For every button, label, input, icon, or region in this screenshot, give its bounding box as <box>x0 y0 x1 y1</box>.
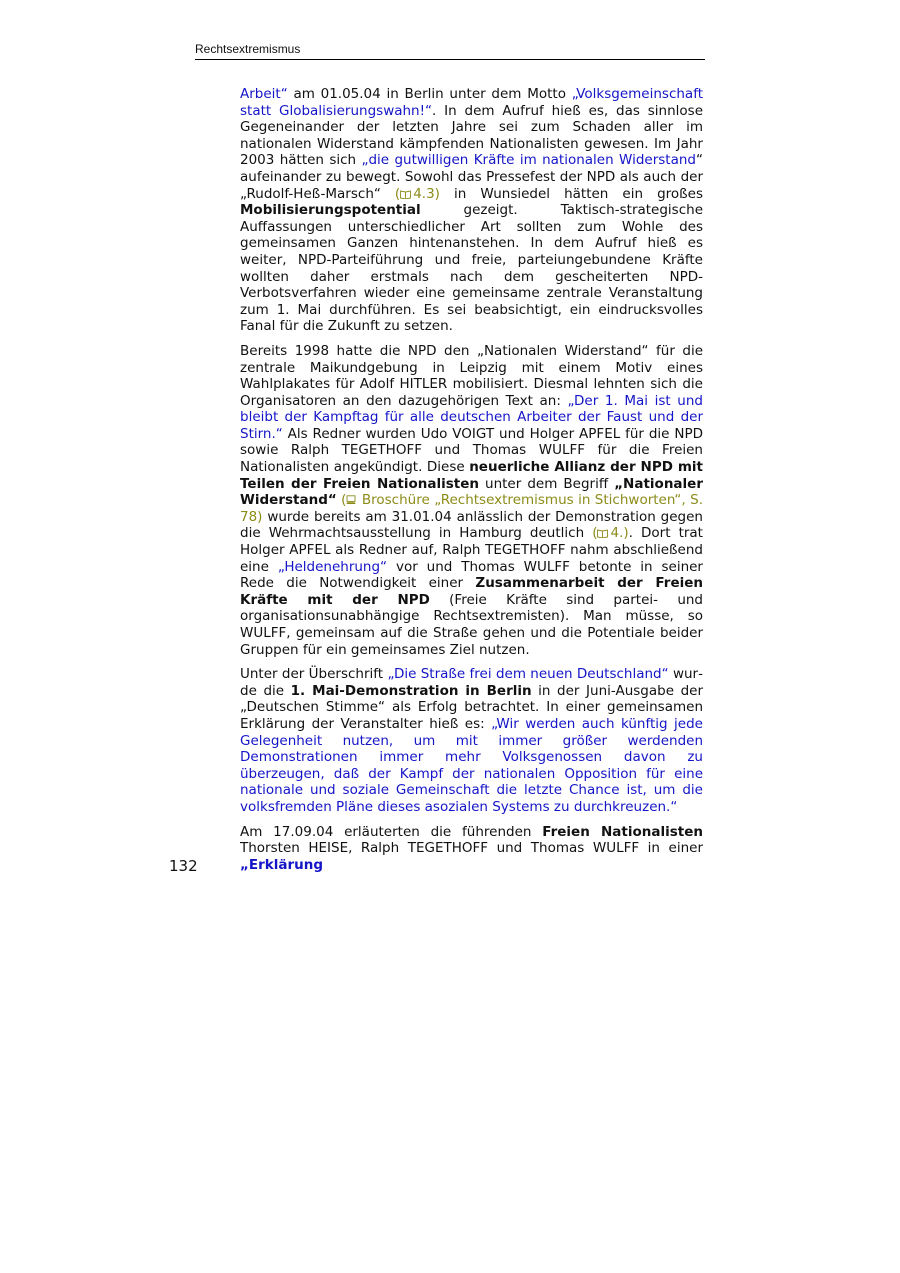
quote-text: „Wir werden auch künftig jede Gelegenheit nutzen, um mit immer größer werdenden Demonstrationen immer mehr Volksgenossen davon zu überzeugen, daß der Kampf der nationalen Opposition für eine nationale und soziale Gemeinschaft die letzte Chance ist, um die volksfremden Pläne dieses asozialen Systems zu durchkreuzen.“ <box>240 715 703 815</box>
body-text-run: Unter der Überschrift <box>240 666 388 683</box>
running-title: Rechtsextremismus <box>195 42 301 56</box>
paragraph-1 <box>240 86 703 335</box>
body-text-run: wurde die <box>240 666 703 699</box>
cross-reference-label: Broschüre „Rechtsextremismus in Stichworten“, S. 78) <box>240 492 703 525</box>
book-icon <box>597 529 608 538</box>
cross-reference: ( 4.) <box>592 525 629 542</box>
body-text-run: Thorsten HEISE, Ralph TEGETHOFF und Thomas WULFF in einer <box>240 840 703 857</box>
quote-text: „Der 1. Mai ist und bleibt der Kampftag für alle deutschen Arbeiter der Faust und der Stirn.“ <box>240 392 703 442</box>
body-text-run: . In dem Aufruf hieß es, das sinnlose Gegeneinander der letzten Jahre sei zum Schaden aller im nationalen Widerstand kämpfenden Nationalisten gewesen. Im Jahr 2003 hätten sich <box>240 102 703 169</box>
page-number: 132 <box>169 857 198 875</box>
body-text <box>240 86 703 881</box>
body-text-run: vor und Thomas WULFF betonte in seiner Rede die Notwendigkeit einer <box>240 558 703 592</box>
book-icon <box>400 190 411 199</box>
bold-term: Zusammenarbeit der Freien Kräfte mit der NPD <box>240 575 703 608</box>
body-text-run: Als Redner wurden Udo VOIGT und Holger APFEL für die NPD sowie Ralph TEGETHOFF und Thomas WULFF für die Freien Nationalisten angekündigt. Diese <box>240 425 703 476</box>
quote-text: „Heldenehrung“ <box>277 558 388 575</box>
body-text-run: unter dem Begriff <box>478 475 615 492</box>
quote-text: „Die Straße frei dem neuen Deutschland“ <box>387 666 669 683</box>
quote-text: „Erklärung <box>240 856 324 873</box>
bold-term: neuerliche Allianz der NPD mit Teilen der Freien Nationalisten <box>240 459 703 492</box>
computer-icon <box>346 495 356 505</box>
paragraph-2 <box>240 343 703 658</box>
body-text-run: (Freie Kräfte sind partei- und organisationsunabhängige Rechtsextremisten). Man müsse, so WULFF, gemeinsam auf die Straße gehen und die Potentiale beider Gruppen für ein gemeinsames Ziel nutzen. <box>240 591 703 658</box>
body-text-run: in der Juni-Ausgabe der „Deutschen Stimme“ als Erfolg betrachtet. In einer gemeinsamen Erklärung der Veranstalter hieß es: <box>240 682 703 732</box>
quote-text: Arbeit“ <box>240 86 288 102</box>
body-text-run: gezeigt. Taktisch-strategische Auffassungen unterschiedlicher Art sollten zum Wohle des gemeinsamen Ganzen hintenanstehen. In dem Aufruf hieß es weiter, NPD-Parteiführung und freie, parteiungebundene Kräfte wollten daher erstmals nach dem gescheiterten NPD-Verbotsverfahren wieder eine gemeinsame zentrale Veranstaltung zum 1. Mai durchführen. Es sei beabsichtigt, ein eindrucksvolles Fanal für die Zukunft zu setzen. <box>240 202 703 335</box>
paragraph-4 <box>240 824 703 874</box>
running-header <box>195 40 705 60</box>
quote-text: „die gutwilligen Kräfte im nationalen Widerstand <box>361 152 696 169</box>
paragraph-3 <box>240 666 703 815</box>
bold-term: Mobilisierungspotential <box>240 202 421 219</box>
body-text-run: am 01.05.04 in Berlin unter dem Motto <box>287 86 572 102</box>
body-text-run: wurde bereits am 31.01.04 anlässlich der Demonstration gegen die Wehrmachtsausstellung in Hamburg deutlich <box>240 508 703 542</box>
bold-term: 1. Mai-Demonstration in Berlin <box>290 682 532 699</box>
bold-term: Freien Nationalisten <box>542 823 703 840</box>
body-text-run: in Wunsiedel hätten ein großes <box>439 185 703 202</box>
cross-reference-label: 4.3) <box>413 185 440 202</box>
bold-term: „Nationaler Widerstand“ <box>240 475 703 509</box>
body-text-run: “ aufeinander zu bewegt. Sowohl das Pressefest der NPD als auch der „Rudolf-Heß-Marsch“ <box>240 152 703 202</box>
body-text-run: Am 17.09.04 erläuterten die führenden <box>240 823 543 840</box>
quote-text: „Volksgemeinschaft statt Globalisierungswahn!“ <box>240 86 703 119</box>
body-text-run: Bereits 1998 hatte die NPD den „Nationalen Widerstand“ für die zentrale Maikundgebung in Leipzig mit einem Motiv eines Wahlplakates für Adolf HITLER mobilisiert. Diesmal lehnten sich die Organisatoren an den dazugehörigen Text an: <box>240 342 703 409</box>
body-text-run: . Dort trat Holger APFEL als Redner auf, Ralph TEGETHOFF nahm abschließend eine <box>240 525 703 575</box>
cross-reference: ( Broschüre „Rechtsextremismus in Stichworten“, S. 78) <box>240 492 703 525</box>
cross-reference: ( 4.3) <box>394 185 440 202</box>
cross-reference-label: 4.) <box>610 525 629 542</box>
